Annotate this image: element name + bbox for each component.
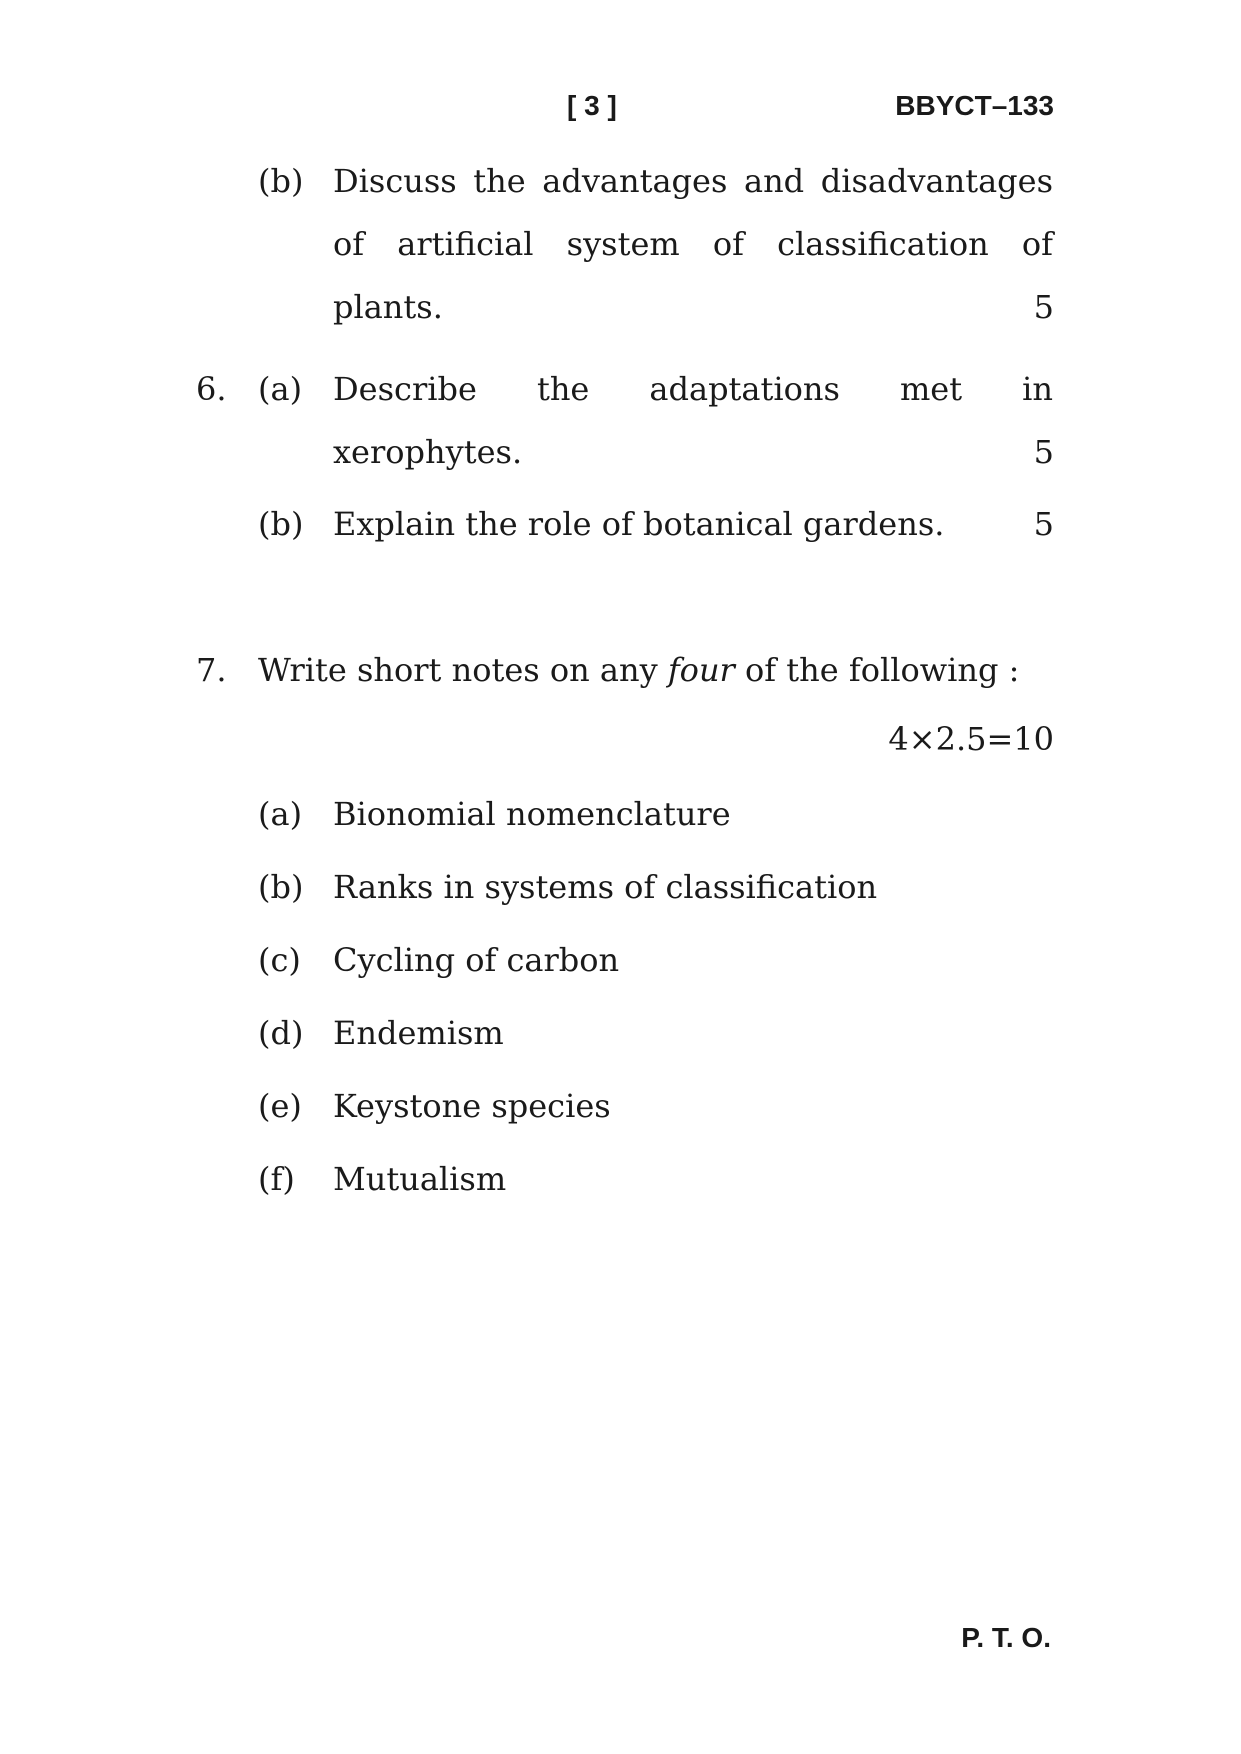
q7-item-label-b: (b): [258, 868, 304, 906]
q7-item-text-d: Endemism: [333, 1014, 504, 1052]
paper-code: BBYCT–133: [895, 90, 1054, 121]
q7-item-text-e: Keystone species: [333, 1087, 611, 1125]
q6-number: 6.: [196, 370, 227, 408]
q7-text-emphasis: four: [667, 651, 735, 689]
q7-marks: 4×2.5=10: [888, 720, 1054, 758]
q7-number: 7.: [196, 651, 227, 689]
q6b-marks: 5: [1033, 505, 1054, 543]
q7-item-label-f: (f): [258, 1160, 295, 1198]
q7-item-label-e: (e): [258, 1087, 302, 1125]
q7-item-label-a: (a): [258, 795, 303, 833]
q5b-line-3: plants.: [333, 288, 443, 326]
q7-text-before: Write short notes on any: [258, 651, 668, 689]
q6a-label: (a): [258, 370, 303, 408]
q6b-label: (b): [258, 505, 304, 543]
q7-item-text-c: Cycling of carbon: [333, 941, 620, 979]
q7-instruction: [258, 650, 1019, 690]
q7-item-label-c: (c): [258, 941, 301, 979]
q5b-marks: 5: [1033, 288, 1054, 326]
q6a-marks: 5: [1033, 433, 1054, 471]
page-number: [ 3 ]: [567, 90, 617, 121]
q7-item-text-b: Ranks in systems of classification: [333, 868, 878, 906]
q7-item-text-f: Mutualism: [333, 1160, 507, 1198]
q6a-line-1: Describe the adaptations met in: [333, 370, 1053, 408]
q7-item-text-a: Bionomial nomenclature: [333, 795, 731, 833]
q7-item-label-d: (d): [258, 1014, 304, 1052]
q5b-label: (b): [258, 162, 304, 200]
q5b-line-2: of artificial system of classification of: [333, 225, 1053, 263]
q6b-text: Explain the role of botanical gardens.: [333, 505, 945, 543]
pto-label: P. T. O.: [961, 1622, 1051, 1653]
q5b-line-1: Discuss the advantages and disadvantages: [333, 162, 1053, 200]
q7-text-after: of the following :: [734, 651, 1020, 689]
q6a-line-2: xerophytes.: [333, 433, 523, 471]
